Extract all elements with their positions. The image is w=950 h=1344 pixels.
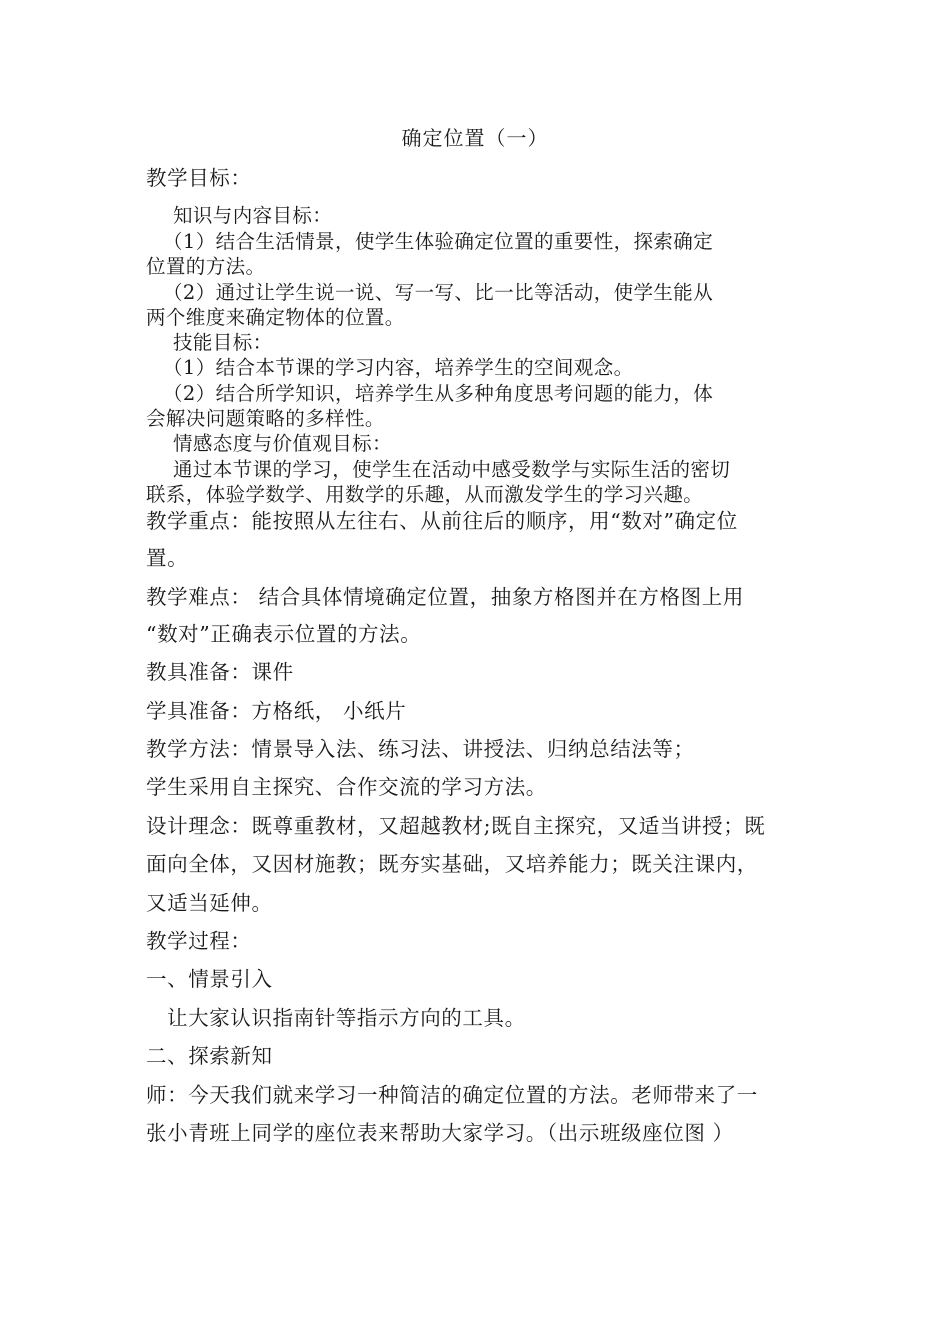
knowledge-heading: 知识与内容目标：	[173, 204, 333, 227]
design-line-3: 又适当延伸。	[146, 891, 273, 915]
emotion-heading: 情感态度与价值观目标：	[173, 432, 392, 455]
design-line-1: 设计理念：既尊重教材，又超越教材;既自主探究，又适当讲授；既	[146, 814, 766, 838]
difficulty-line-1: 教学难点： 结合具体情境确定位置，抽象方格图并在方格图上用	[146, 585, 744, 609]
difficulty-line-2: “数对”正确表示位置的方法。	[146, 622, 422, 646]
section-1-text: 让大家认识指南针等指示方向的工具。	[167, 1006, 526, 1030]
key-point-line-2: 置。	[146, 546, 189, 570]
process-heading: 教学过程：	[146, 929, 252, 953]
knowledge-item-2-line-2: 两个维度来确定物体的位置。	[146, 306, 405, 329]
emotion-text-line-2: 联系，体验学数学、用数学的乐趣，从而激发学生的学习兴趣。	[146, 483, 704, 506]
skill-heading: 技能目标：	[173, 331, 273, 354]
student-aids: 学具准备：方格纸， 小纸片	[146, 699, 407, 723]
page-title: 确定位置（一）	[401, 126, 549, 150]
section-1-heading: 一、情景引入	[146, 967, 273, 991]
design-line-2: 面向全体，又因材施教；既夯实基础，又培养能力；既关注课内，	[146, 852, 758, 876]
skill-item-1: （1）结合本节课的学习内容，培养学生的空间观念。	[163, 356, 634, 379]
student-methods: 学生采用自主探究、合作交流的学习方法。	[146, 775, 547, 799]
key-point-line-1: 教学重点：能按照从左往右、从前往后的顺序，用“数对”确定位	[146, 509, 738, 533]
knowledge-item-2-line-1: （2）通过让学生说一说、写一写、比一比等活动，使学生能从	[163, 281, 714, 304]
knowledge-item-1-line-1: （1）结合生活情景，使学生体验确定位置的重要性，探索确定	[163, 230, 714, 253]
teaching-aids: 教具准备：课件	[146, 660, 294, 684]
knowledge-item-1-line-2: 位置的方法。	[146, 255, 266, 278]
section-2-text-line-1: 师：今天我们就来学习一种简洁的确定位置的方法。老师带来了一	[146, 1083, 758, 1107]
skill-item-2-line-1: （2）结合所学知识，培养学生从多种角度思考问题的能力，体	[163, 382, 714, 405]
teaching-methods: 教学方法：情景导入法、练习法、讲授法、归纳总结法等；	[146, 737, 695, 761]
objectives-heading: 教学目标：	[146, 166, 252, 190]
section-2-heading: 二、探索新知	[146, 1044, 273, 1068]
skill-item-2-line-2: 会解决问题策略的多样性。	[146, 407, 385, 430]
emotion-text-line-1: 通过本节课的学习，使学生在活动中感受数学与实际生活的密切	[173, 458, 731, 481]
section-2-text-line-2: 张小青班上同学的座位表来帮助大家学习。（出示班级座位图 ）	[146, 1121, 734, 1145]
